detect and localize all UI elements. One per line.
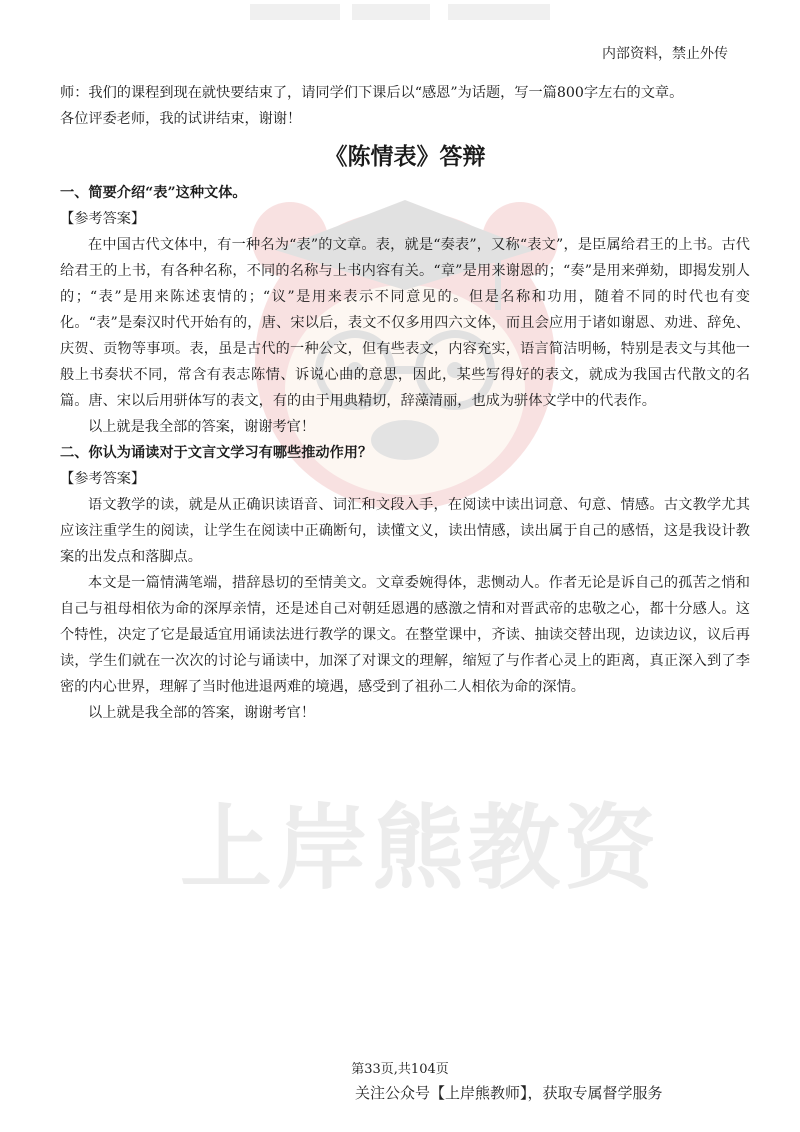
intro-line-1: 师：我们的课程到现在就快要结束了，请同学们下课后以“感恩”为话题，写一篇800字左右的文章。 (60, 85, 684, 101)
question-1-answer-paragraph: 在中国古代文体中，有一种名为“表”的文章。表，就是“奏表”，又称“表文”，是臣属给君王的上书。古代给君王的上书，有各种名称，不同的名称与上书内容有关。“章”是用来谢恩的；“奏”是用来弹劾，即揭发别人的；“表”是用来陈述衷情的；“议”是用来表示不同意见的。但是名称和功用，随着不同的时代也有变化。“表”是秦汉时代开始有的，唐、宋以后，表文不仅多用四六文体，而且会应用于诸如谢恩、劝进、辞免、庆贺、贡物等事项。表，虽是古代的一种公文，但有些表文，内容充实，语言简洁明畅，特别是表文与其他一般上书奏状不同，常含有表志陈情、诉说心曲的意思，因此，某些写得好的表文，就成为我国古代散文的名篇。唐、宋以后用骈体写的表文，有的由于用典精切，辞藻清丽，也成为骈体文学中的代表作。 (60, 237, 750, 409)
page-number: 第33页,共104页 (351, 1062, 449, 1077)
document-title: 《陈情表》答辩 (324, 143, 486, 170)
question-2-answer-paragraph-1: 语文教学的读，就是从正确识读语音、词汇和文段入手，在阅读中读出词意、句意、情感。古文教学尤其应该注重学生的阅读，让学生在阅读中正确断句，读懂文义，读出情感，读出属于自己的感悟，这是我设计教案的出发点和落脚点。 (60, 497, 750, 565)
question-1-closing: 以上就是我全部的答案，谢谢考官！ (88, 419, 316, 435)
question-2-heading: 二、你认为诵读对于文言文学习有哪些推动作用？ (60, 445, 373, 461)
confidential-note: 内部资料，禁止外传 (602, 46, 728, 62)
question-1-heading: 一、简要介绍“表”这种文体。 (60, 185, 247, 201)
document-body (60, 80, 750, 726)
brand-watermark: 上岸熊教资 (179, 795, 660, 902)
question-2-answer-label: 【参考答案】 (60, 471, 146, 487)
question-1-answer-label: 【参考答案】 (60, 211, 146, 227)
question-2-closing: 以上就是我全部的答案，谢谢考官！ (88, 705, 316, 721)
footer-promo-note: 关注公众号【上岸熊教师】，获取专属督学服务 (355, 1084, 663, 1102)
question-2-answer-paragraph-2: 本文是一篇情满笔端，措辞恳切的至情美文。文章委婉得体，悲恻动人。作者无论是诉自己的孤苦之悄和自己与祖母相依为命的深厚亲情，还是述自己对朝廷恩遇的感激之情和对晋武帝的忠敬之心，都十分感人。这个特性，决定了它是最适宜用诵读法进行教学的课文。在整堂课中，齐读、抽读交替出现，边读边议，议后再读，学生们就在一次次的讨论与诵读中，加深了对课文的理解，缩短了与作者心灵上的距离，真正深入到了李密的内心世界，理解了当时他进退两难的境遇，感受到了祖孙二人相依为命的深情。 (60, 575, 750, 695)
intro-line-2: 各位评委老师，我的试讲结束，谢谢！ (60, 111, 302, 127)
faded-header-text (250, 4, 550, 20)
